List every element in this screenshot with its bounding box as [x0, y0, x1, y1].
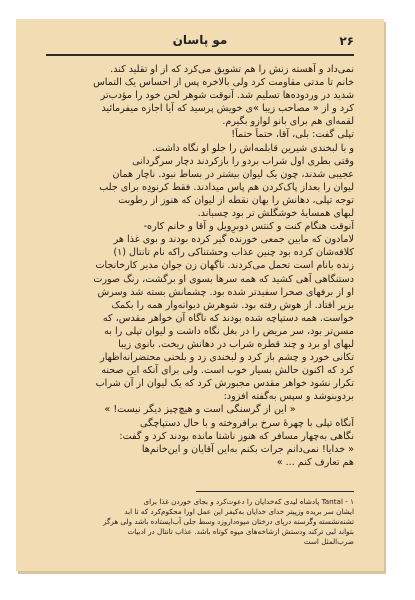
text-line: تکرار نشود خواهر مقدس مجبورش کرد که یک لیوان از آن شراب [95, 378, 354, 390]
body-text [46, 63, 354, 469]
header-rule [46, 54, 354, 56]
footnote-rule [196, 491, 354, 492]
page-number: ۲۶ [339, 34, 354, 48]
text-line: خواست. همه دستپاچه شده بودند که ناگاه آن خواهر مقدس، که [102, 312, 354, 324]
footnote-line: ۱ - Tantal پادشاه لیدی که‌خدایان را دعوت‌کرد و بجای خوردن غذا برای [143, 497, 354, 506]
text-line: وقتی بطری اول شراب بردو را بازکردند دچار سرگردانی [132, 155, 354, 167]
text-line: لامادون که مابین جمعی خورنده گیر کرده بودند و بوی غذا هر [113, 234, 354, 246]
text-line: لقمه‌ای هم برای بانو لوازو بگیرم. [222, 116, 354, 128]
text-line: نمی‌داد و آهسته زنش را هم تشویق می‌کرد که از او تقلید کند. [110, 64, 354, 75]
text-line: خانم تا مدتی مقاومت کرد ولی بالاخره پس از احساس یک التماس [93, 77, 354, 89]
text-line: نگاهی به‌چهار مسافر که هنوز ناشتا مانده بودند کرد و گفت: [119, 430, 354, 442]
running-title: مو پاسان [172, 33, 228, 47]
footnote-line: تشنه‌نشسته وگرسنه درپای درختان میوه‌داروزد وسط جلی آب‌ایستاده باشد ولی هرگز [103, 517, 354, 526]
text-line: شدید در وردوده‌ها تسلیم شد. آنوقت شوهر لحن خود را مؤدب‌تر [100, 90, 354, 102]
text-line: او از برفهای صحرا سفیدتر شده بود. چشمانش بسته شد وسرش [97, 286, 354, 298]
page-header [46, 33, 354, 51]
text-line: هم تعارف کنم ... » [276, 456, 354, 468]
text-line: بزیر افتاد. از هوش رفته بود. شوهرش دیوانه‌وار همه را بکمک [111, 299, 354, 311]
footnote-line: ایشان سر بریده وزپیتر خدای خدایان به‌کیفر این عمل اورا محکوم‌کرد که تا ابد [124, 507, 354, 516]
text-line: آنوقت هنگام کنت و کنتس دوبرِویل و آقا و خانم کاره- [143, 221, 354, 233]
text-line: آنگاه تپلی با چهرهٔ سرخ برافروخته و با حال دستپاچگی [140, 417, 354, 429]
text-line: لیوان را بعداز پاک‌کردن هم پاس میدادند. فقط کرنودِه برای جلب [99, 181, 354, 193]
text-line: عجیبی شدند، چون یک لیوان بیشتر در بساط نبود. ناچار همان [112, 168, 354, 180]
text-line: بردوبنوشد و سپس به‌گفته افزود: [223, 391, 354, 403]
text-line: دستنگاهی آهی کشید که همه سرها بسوی او برگشت، رنگ صورت [93, 273, 354, 285]
text-line: « خدایا! نمی‌دانم جرات بکنم به‌این آقایان و این‌خانم‌ها [141, 443, 354, 455]
text-line: و با لبخندی شیرین قابلمه‌اش را جلو او نگاه داشت. [152, 142, 354, 154]
text-line: لبهای او برد و چند قطره شراب در دهانش ریخت. بانوی زیبا [118, 338, 354, 350]
text-line: لبهای همسایهٔ خوشگلش تر بود چسباند. [197, 208, 354, 220]
footnote-line: بتواند لبی ترکند ودستش ازشاخه‌های میوه کوتاه باشد. عذاب تانتال در ادبیات [127, 527, 354, 536]
text-line: تکانی خورد و چشم باز کرد و لبخندی زد و بلحنی محتضرانه‌اظهار [100, 352, 354, 364]
footnote-line: ضرب‌المثل است [303, 537, 354, 546]
text-line: مسن‌تر بود، سر مریض را در بغل نگاه داشت و لیوان تپلی را به [104, 325, 354, 337]
footnotes [46, 497, 354, 547]
text-line: کرد و از « مصاحب زیبا »ی خویش پرسید که آیا اجازه میفرمائید [101, 103, 354, 115]
text-line: زنده بانام است تحمل می‌کردند. ناگهان زن جوان مدیر کارخانجات [95, 260, 354, 272]
text-line: تپلی گفت: بلی، آقا، حتماً حتماً! [231, 129, 354, 141]
book-page [16, 19, 384, 571]
text-line: توجه تپلی، دهانش را بهان نقطه از لیوان که هنوز از رطوبت [118, 194, 354, 206]
text-line: کلافه‌شان کرده بود چنین عذاب وحشتناکی راکه نام تانتال (۱) [113, 247, 354, 259]
text-line: کرد که اکنون حالش بسیار خوب است. ولی برای آنکه این صحنه [101, 365, 354, 377]
text-line: « این از گرسنگی است و هیچ‌چیز دیگر نیست! » [104, 404, 296, 416]
